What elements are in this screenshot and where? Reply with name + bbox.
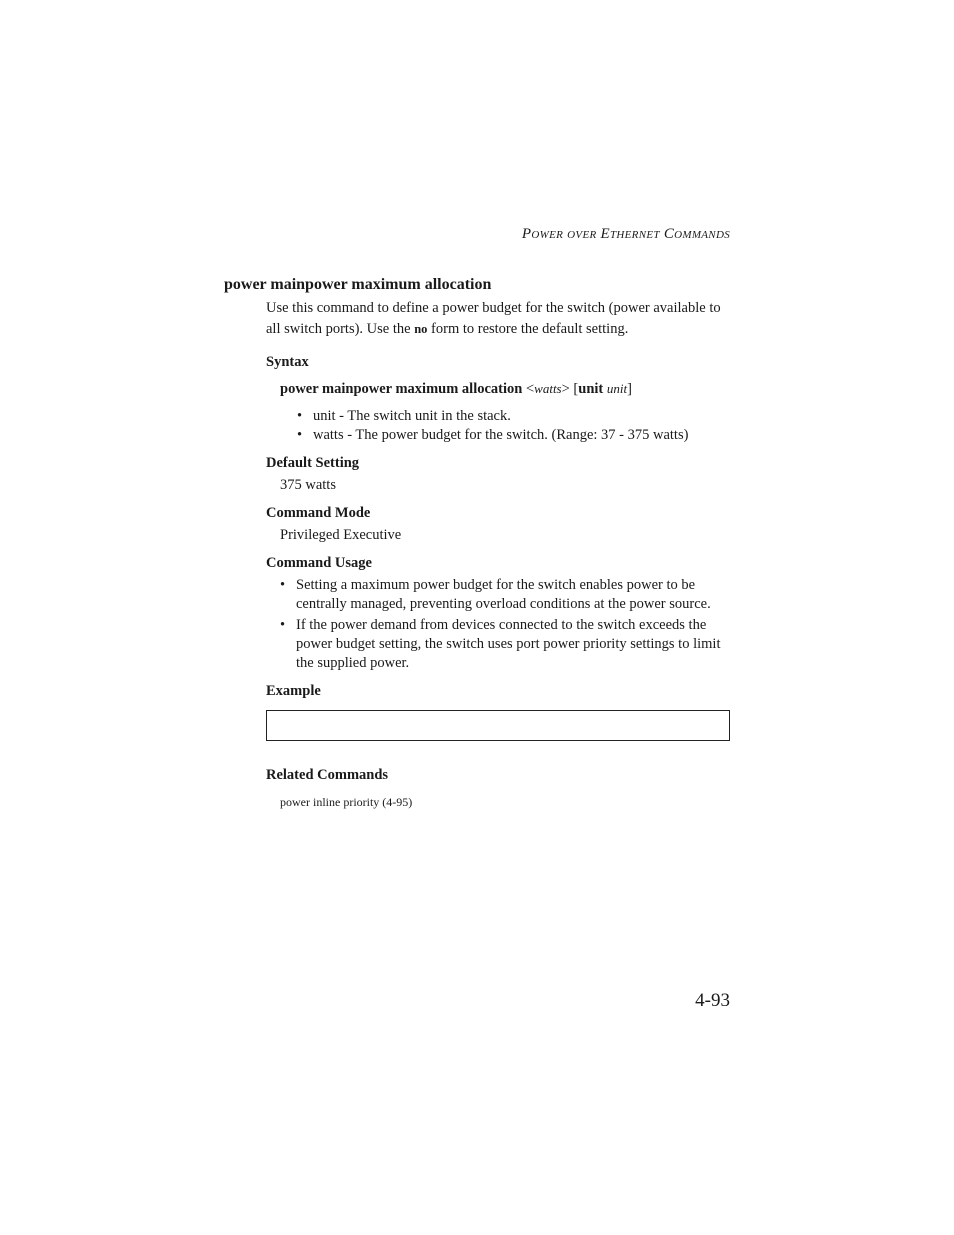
- list-item: • If the power demand from devices connected to the switch exceeds the power budget setting, the switch uses port power priority settings to limit the supplied power.: [296, 616, 736, 673]
- page-number: 4-93: [695, 990, 730, 1011]
- syntax-line: [280, 381, 632, 398]
- list-item: • Setting a maximum power budget for the switch enables power to be centrally managed, preventing overload conditions at the power source.: [296, 576, 736, 614]
- list-item: • unit - The switch unit in the stack.: [313, 407, 733, 426]
- syntax-heading: Syntax: [266, 354, 309, 370]
- command-usage-heading: Command Usage: [266, 555, 372, 571]
- syntax-keyword-unit: unit: [578, 381, 604, 397]
- syntax-params-list: [313, 407, 733, 445]
- command-title: power mainpower maximum allocation: [224, 276, 492, 293]
- intro-keyword: no: [414, 322, 428, 336]
- syntax-command: power mainpower maximum allocation: [280, 381, 523, 397]
- syntax-lt: <: [522, 381, 535, 397]
- example-heading: Example: [266, 683, 321, 699]
- command-mode-heading: Command Mode: [266, 505, 371, 521]
- command-usage-list: [296, 576, 736, 675]
- list-item: • watts - The power budget for the switch. (Range: 37 - 375 watts): [313, 426, 733, 445]
- related-commands-heading: Related Commands: [266, 767, 389, 783]
- default-setting-value: 375 watts: [280, 477, 336, 493]
- syntax-gt-open: > [: [561, 381, 579, 397]
- syntax-arg-watts: watts: [534, 381, 562, 396]
- intro-text-2: form to restore the default setting.: [427, 321, 629, 337]
- syntax-arg-unit: unit: [606, 381, 628, 396]
- syntax-close: ]: [627, 381, 632, 397]
- intro-paragraph: [266, 298, 736, 340]
- example-code-box: [266, 710, 730, 741]
- command-mode-value: Privileged Executive: [280, 527, 402, 543]
- related-command-link[interactable]: power inline priority (4-95): [280, 795, 413, 809]
- intro-text-1: Use this command to define a power budget for the switch (power available to all switch ports). Use the: [266, 300, 721, 337]
- running-head: Power over Ethernet Commands: [521, 226, 730, 242]
- default-setting-heading: Default Setting: [266, 455, 360, 471]
